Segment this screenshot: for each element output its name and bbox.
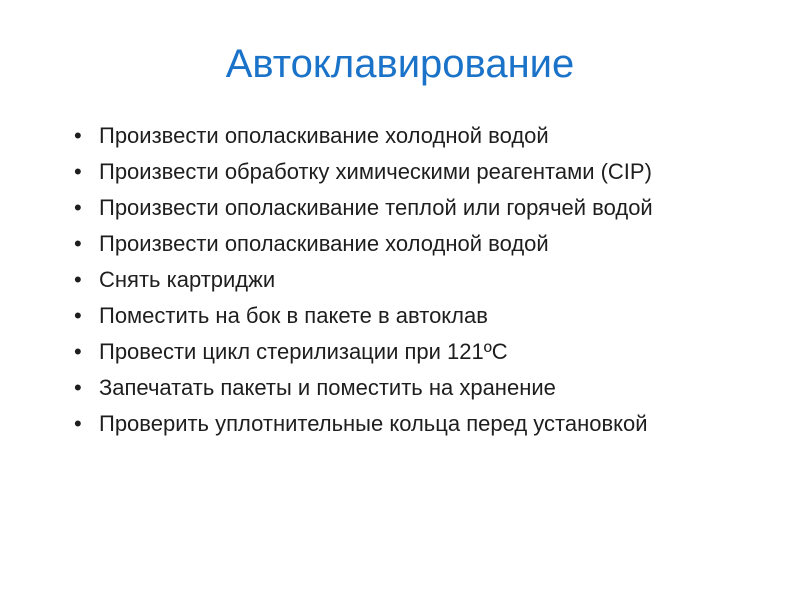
- bullet-text: Произвести ополаскивание холодной водой: [99, 123, 549, 148]
- bullet-item: [74, 265, 734, 295]
- bullet-item: [74, 301, 734, 331]
- bullet-item: [74, 337, 734, 367]
- bullet-text: Снять картриджи: [99, 267, 276, 292]
- bullet-item: [74, 121, 734, 151]
- slide-title: Автоклавирование: [225, 42, 575, 86]
- bullet-icon: •: [74, 375, 82, 400]
- bullet-item: [74, 409, 734, 439]
- bullet-icon: •: [74, 303, 82, 328]
- bullet-list: [74, 121, 734, 445]
- bullet-text: Запечатать пакеты и поместить на хранение: [99, 375, 556, 400]
- bullet-item: [74, 157, 734, 187]
- bullet-text: Поместить на бок в пакете в автоклав: [99, 303, 488, 328]
- bullet-icon: •: [74, 123, 82, 148]
- bullet-item: [74, 373, 734, 403]
- bullet-icon: •: [74, 339, 82, 364]
- bullet-text: Провести цикл стерилизации при 121ºС: [99, 339, 508, 364]
- bullet-item: [74, 229, 734, 259]
- bullet-icon: •: [74, 411, 82, 436]
- bullet-text: Произвести ополаскивание теплой или горячей водой: [99, 195, 653, 220]
- bullet-item: [74, 193, 734, 223]
- bullet-text: Проверить уплотнительные кольца перед установкой: [99, 411, 648, 436]
- bullet-icon: •: [74, 231, 82, 256]
- bullet-icon: •: [74, 159, 82, 184]
- bullet-icon: •: [74, 195, 82, 220]
- bullet-text: Произвести ополаскивание холодной водой: [99, 231, 549, 256]
- bullet-icon: •: [74, 267, 82, 292]
- bullet-text: Произвести обработку химическими реагентами (CIP): [99, 159, 652, 184]
